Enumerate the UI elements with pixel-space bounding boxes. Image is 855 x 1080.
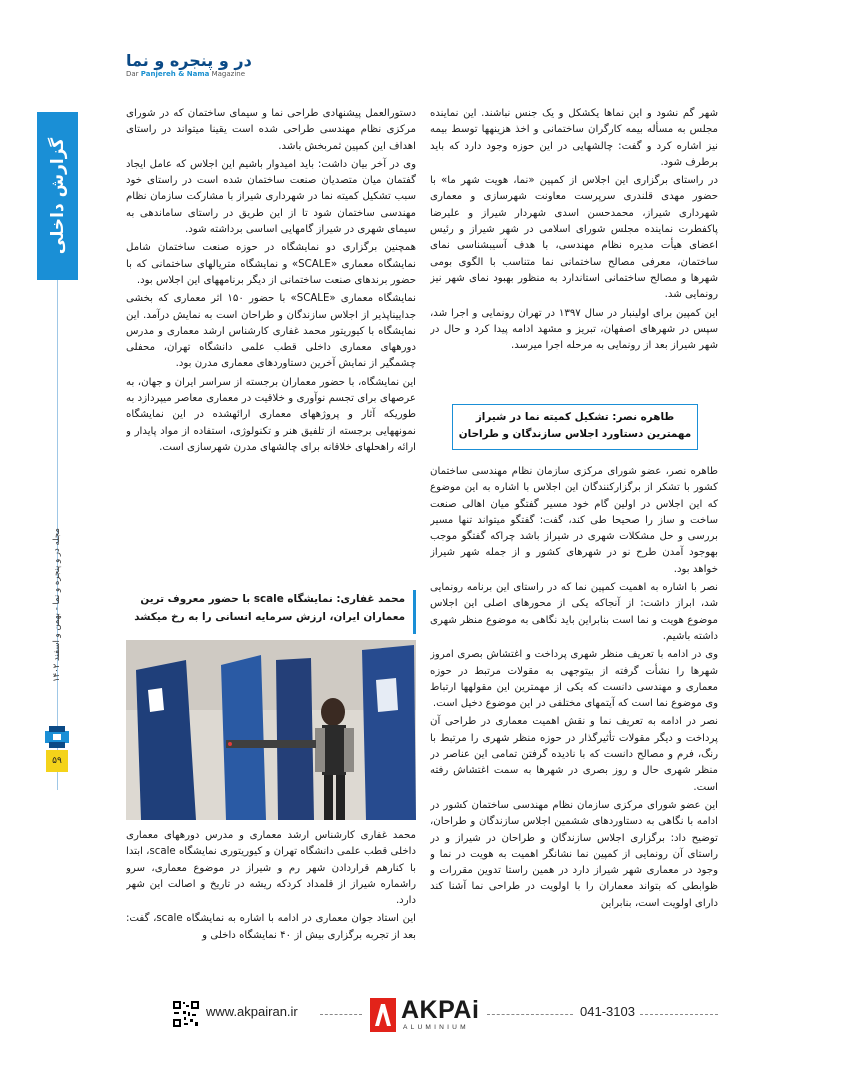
paragraph: نمایشگاه معماری «SCALE» با حضور ۱۵۰ اثر معماری که بخشی جداییناپذیر از اجلاس سازندگان و طراحان است به نمایش درآمد. این نمایشگاه با کیوریتور محمد غفاری کارشناس ارشد معماری و مدرس دورههای معماری داخلی قطب علمی دانشگاه تهران، محفلی چشمگیر از نمایش آخرین دستاوردهای معماری مدرن بود. — [126, 293, 416, 370]
brand-name: AKPAi — [401, 996, 480, 1024]
page-number: ۵۹ — [46, 750, 68, 772]
left-column-top — [126, 106, 416, 576]
paragraph: این نمایشگاه، با حضور معماران برجسته از سراسر ایران و جهان، به عرصهای برای تجسم نوآوری و خلاقیت در معماری معاصر میپردازد به طوریکه آثار و پروژههای معماری ارائهشده در این نمایشگاه نمونههایی برجسته از تلفیق هنر و تکنولوژی، استفاده از مواد پایدار و ارائه راهحلهای خلاقانه برای چالشهای مدرن شهرسازی است. — [126, 376, 416, 453]
issue-line — [47, 490, 67, 720]
paragraph: طاهره نصر، عضو شورای مرکزی سازمان نظام مهندسی ساختمان کشور با تشکر از برگزارکنندگان این اجلاس با اشاره به این موضوع که این اجلاس در اولین گام خود مسیر گفتگو میان اهالی صنعت ساخت و ساز را صحیحا طی کند، گفت: گفتگو میتواند تنها مسیر بررسی و حل مشکلات شهری در شیراز باشد چراکه گفتگو موجب بهوجود آمدن طرح نو در شهرهای کشور و از جمله شهر شیراز خواهد بود. — [430, 466, 718, 575]
paragraph: نصر در ادامه به تعریف نما و نقش اهمیت معماری در طراحی آن پرداخت و دیگر مقولات تأثیرگذار در حوزه منظر شهری را مرتبط با رنگ، فرم و مصالح دانست که با نادیده گرفتن تمامی این عناصر در منظر شهری حال و روز بصری در شهرها به سمت اغتشاش رفته است. — [430, 716, 718, 793]
footer-rule-right — [640, 1014, 718, 1016]
akpa-logo-icon — [370, 998, 396, 1032]
paragraph: وی در ادامه با تعریف منظر شهری پرداخت و اغتشاش بصری امروز شهرها را نشأت گرفته از بیتوجهی به مقولات مرتبط در حوزه معماری و مهندسی دانست که یکی از مهمترین این مقولهها ارتباط وی موضوع نما است که آیتمهای مختلفی در این موضوع دخیل است. — [430, 649, 718, 710]
phone-number: 041-3103 — [580, 1004, 635, 1019]
paragraph: محمد غفاری کارشناس ارشد معماری و مدرس دورههای معماری داخلی قطب علمی دانشگاه تهران و کیوریتوری نمایشگاه scale، ابتدا با کنارهم قراردادن شهر رم و شیراز در موضوع معماری، سرو راشماره شیراز از قلمداد کردکه ریشه در تاریخ و اصالت این شهر دارد. — [126, 830, 416, 907]
logo-en-c: Magazine — [211, 70, 246, 78]
magazine-logo — [126, 51, 252, 82]
paragraph: این عضو شورای مرکزی سازمان نظام مهندسی ساختمان کشور در ادامه با نگاهی به دستاوردهای ششمین اجلاس سازندگان و طراحان، توضیح داد: برگزاری اجلاس سازندگان و طراحان در شیراز و در راستای آن رونمایی از کمپین نما نشانگر اهمیت به هویت در نما و وجود در معماری شهر شیراز دارد در همین راستا تدوین مقررات و ظوابطی که بتواند معماران را با اولویت در طراحی نما آشنا کند دارای اولویت است، بنابراین — [430, 799, 718, 909]
website-link[interactable]: www.akpairan.ir — [206, 1004, 298, 1019]
pull-quote: محمد غفاری: نمایشگاه scale با حضور معروف ترین معماران ایران، ارزش سرمایه انسانی را به رخ میکشد — [126, 590, 416, 634]
brand-subtitle: ALUMINIUM — [403, 1024, 469, 1031]
paragraph: نصر با اشاره به اهمیت کمپین نما که در راستای این برنامه رونمایی شد، ابراز داشت: از آنجاکه یکی از محورهای اصلی این اجلاس موضوع هویت و نما است بنابراین باید نگاهی به موضوع منظر شهری داشته باشیم. — [430, 582, 718, 642]
magazine-emblem-icon — [42, 722, 72, 752]
exhibition-photo — [126, 640, 416, 820]
footer-rule-left — [320, 1014, 362, 1016]
paragraph: همچنین برگزاری دو نمایشگاه در حوزه صنعت ساختمان شامل نمایشگاه معماری «SCALE» و نمایشگاه متریالهای ساختمانی که با حضور برندهای صنعت ساختمانی از دیگر برنامههای این اجلاس بود. — [126, 242, 416, 286]
section-headline: طاهره نصر: تشکیل کمیته نما در شیراز مهمترین دستاورد اجلاس سازندگان و طراحان — [452, 404, 698, 450]
logo-en-a: Dar — [126, 70, 139, 78]
section-tab — [37, 112, 78, 280]
paragraph: شهر گم نشود و این نماها یکشکل و یک جنس نباشند. این نماینده مجلس به مسأله بیمه کارگران ساختمانی و اخذ هزینهها توسط بیمه نیز اشاره کرد و گفت: چالشهایی در این حوزه وجود دارد که باید برطرف شود. — [430, 108, 718, 168]
issue-line-text: مجله در و پنجره و نما - بهمن و اسفند ۱۴۰۲ — [52, 528, 62, 682]
right-column-top — [430, 106, 718, 396]
logo-en-b: Panjereh & Nama — [140, 70, 210, 78]
paragraph: این کمپین برای اولینبار در سال ۱۳۹۷ در تهران رونمایی و اجرا شد، سپس در شهرهای اصفهان، تبریز و مشهد ادامه پیدا کرد و حال در شهر شیراز بعد از رونمایی به مرحله اجرا میرسد. — [430, 307, 718, 352]
paragraph: این استاد جوان معماری در ادامه با اشاره به نمایشگاه scale، گفت: بعد از تجربه برگزاری بیش از ۴۰ نمایشگاه داخلی و — [126, 913, 416, 941]
footer-rule-right — [487, 1014, 573, 1016]
magazine-logo-en — [126, 70, 246, 78]
paragraph: وی در آخر بیان داشت: باید امیدوار باشیم این اجلاس که عامل ایجاد گفتمان میان متصدیان صنعت ساختمان شده است در راستای خود سبب تشکیل کمیته نما در شهرداری شیراز با مشارکت سازمان نظام مهندسی ساختمان شود تا از این طریق در راستای ساماندهی به سیمای شهری در شیراز گامهایی اساسی برداشته شود. — [126, 158, 416, 236]
paragraph: در راستای برگزاری این اجلاس از کمپین «نما، هویت شهر ما» با حضور مهدی قلندری سرپرست معاونت شهرسازی و معماری شهرداری شیراز، محمدحسن اسدی شهردار شیراز و علیرضا پاکفطرت نماینده مجلس شورای اسلامی در شهر شیراز و رئیس اعضای هیأت مدیره نظام مهندسی، با هدف آسیبشناسی نمای ساختمان، معرفی مصالح ساختمانی نما متناسب با الگوی بومی شهرها و مصالح ساختمانی استاندارد به منظور بهبود نمای شهر نیز رونمایی شد. — [430, 175, 718, 301]
section-title: گزارش داخلی — [47, 137, 68, 255]
left-column-bottom — [126, 828, 416, 988]
paragraph: دستورالعمل پیشنهادی طراحی نما و سیمای ساختمان که در شورای مرکزی نظام مهندسی طراحی شده است یقینا میتواند در راستای اهداف این کمپین ثمربخش باشد. — [126, 108, 416, 152]
magazine-logo-fa: در و پنجره و نما — [126, 51, 252, 70]
right-column-bottom — [430, 464, 718, 982]
qr-code-icon — [172, 1000, 200, 1028]
